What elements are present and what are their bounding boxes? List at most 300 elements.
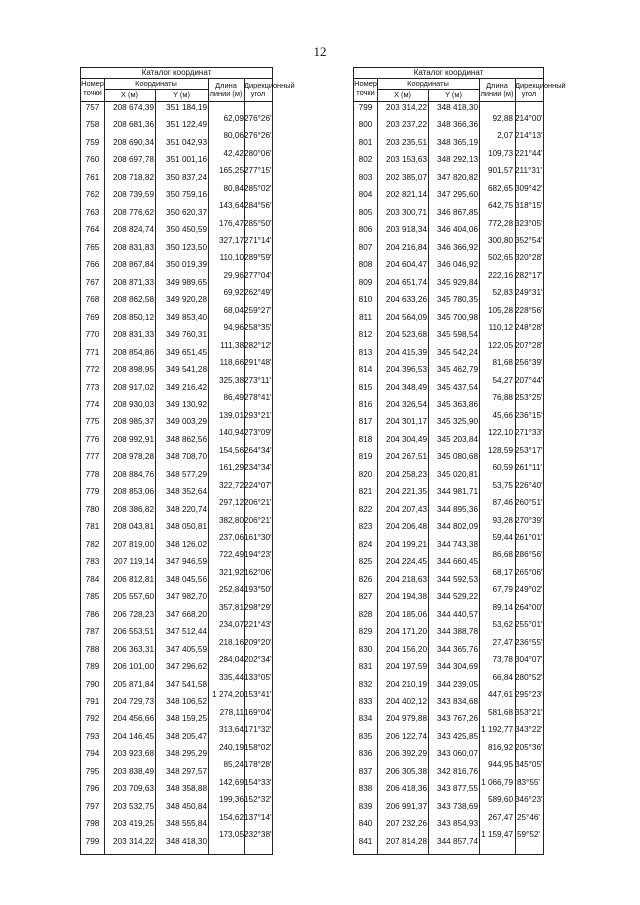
- coord-y: 348 050,81: [166, 522, 207, 532]
- coord-y: 345 542,24: [437, 347, 478, 357]
- coord-y: 350 123,50: [166, 242, 207, 252]
- direction-angle: 295°23': [515, 690, 543, 700]
- catalog-header: [81, 79, 295, 102]
- line-length: 642,75: [487, 201, 513, 211]
- line-length: 165,25: [218, 166, 244, 176]
- point-number: 777: [85, 452, 100, 462]
- line-length: 237,06: [218, 533, 244, 542]
- point-number: 839: [358, 801, 373, 811]
- direction-angle: 271°14': [244, 236, 272, 246]
- line-length: 122,05: [487, 340, 513, 350]
- line-length: 53,62: [492, 620, 513, 630]
- line-length: 447,61: [487, 690, 513, 700]
- coord-y: 346 404,06: [437, 225, 478, 235]
- coord-x: 208 930,03: [113, 399, 154, 409]
- direction-angle: 282°12': [244, 340, 272, 350]
- line-length: 199,36: [218, 795, 244, 805]
- point-number: 818: [358, 434, 373, 444]
- direction-angle: 207°44': [515, 375, 543, 385]
- line-length: 313,64: [218, 725, 244, 735]
- point-number: 801: [358, 137, 373, 147]
- header-coordinates: Координаты: [135, 79, 177, 88]
- point-number: 764: [85, 225, 100, 235]
- direction-angle: 211°31': [515, 166, 542, 176]
- line-length: 1 192,77: [481, 725, 513, 735]
- coord-y: 343 738,69: [437, 801, 478, 811]
- direction-angle: 261°11': [515, 463, 542, 473]
- point-number: 759: [85, 137, 100, 147]
- line-length: 29,96: [223, 270, 244, 280]
- header-x: X (м): [121, 90, 138, 99]
- coord-y: 345 080,68: [437, 452, 478, 462]
- coord-x: 203 419,25: [113, 819, 154, 829]
- coord-x: 208 985,37: [113, 417, 154, 427]
- coord-x: 204 210,19: [386, 679, 427, 689]
- point-number: 766: [85, 260, 100, 270]
- line-length: 322,72: [218, 480, 244, 490]
- point-number: 841: [358, 836, 373, 846]
- coord-x: 204 523,68: [386, 330, 427, 340]
- point-number: 789: [85, 662, 100, 672]
- line-length: 140,94: [218, 428, 244, 438]
- line-length: 62,09: [223, 113, 244, 123]
- line-length: 68,17: [492, 567, 513, 577]
- line-length: 143,64: [218, 201, 244, 211]
- coord-x: 204 402,12: [386, 696, 427, 706]
- line-length: 722,49: [218, 550, 244, 560]
- direction-angle: 285°50': [244, 218, 272, 228]
- coord-y: 345 020,81: [437, 469, 478, 479]
- direction-angle: 258°35': [244, 323, 272, 333]
- coord-x: 204 156,20: [386, 644, 427, 654]
- coord-x: 204 197,59: [386, 662, 427, 672]
- point-number: 779: [85, 487, 100, 497]
- coord-x: 204 604,47: [386, 260, 427, 270]
- coord-x: 208 867,84: [113, 260, 154, 270]
- point-number: 774: [85, 399, 100, 409]
- catalog-header: [354, 79, 566, 102]
- direction-angle: 205°36': [515, 742, 543, 752]
- direction-angle: 265°06': [515, 567, 543, 577]
- line-length: 502,65: [487, 253, 513, 263]
- direction-angle: 346°23': [515, 795, 543, 805]
- point-number: 840: [358, 819, 373, 829]
- coord-y: 344 304,69: [437, 662, 478, 672]
- direction-angle: 253°17': [515, 445, 543, 455]
- point-number: 812: [358, 330, 373, 340]
- coord-x: 207 819,00: [113, 539, 154, 549]
- line-length: 682,65: [487, 183, 513, 193]
- line-length: 68,04: [223, 305, 244, 315]
- coord-x: 202 821,14: [386, 190, 427, 200]
- coord-x: 203 532,75: [113, 801, 154, 811]
- point-number: 828: [358, 609, 373, 619]
- direction-angle: 161°30': [244, 533, 272, 542]
- coord-y: 343 877,55: [437, 784, 478, 794]
- direction-angle: 169°04': [244, 707, 272, 717]
- coord-x: 206 392,29: [386, 749, 427, 759]
- direction-angle: 232°38': [244, 830, 272, 839]
- point-number: 775: [85, 417, 100, 427]
- direction-angle: 255°01': [515, 620, 543, 630]
- point-number: 785: [85, 592, 100, 602]
- coord-x: 208 831,33: [113, 330, 154, 340]
- line-length: 325,38: [218, 375, 244, 385]
- coord-x: 204 221,35: [386, 487, 427, 497]
- point-number: 805: [358, 207, 373, 217]
- coord-x: 208 831,83: [113, 242, 154, 252]
- coord-y: 345 598,54: [437, 330, 478, 340]
- direction-angle: 206°21': [244, 515, 272, 525]
- line-length: 161,29: [218, 463, 244, 473]
- coord-y: 349 853,40: [166, 312, 207, 322]
- coord-x: 204 267,51: [386, 452, 427, 462]
- line-length: 93,28: [492, 515, 513, 525]
- line-length: 89,14: [492, 602, 513, 612]
- coord-y: 349 541,28: [166, 365, 207, 375]
- direction-angle: 207°28': [515, 340, 543, 350]
- direction-angle: 276°26': [244, 113, 272, 123]
- line-length: 240,19: [218, 742, 244, 752]
- coord-x: 208 917,02: [113, 382, 154, 392]
- line-length: 110,12: [488, 323, 513, 333]
- coord-x: 208 043,81: [113, 522, 154, 532]
- line-length: 816,92: [487, 742, 513, 752]
- header-y: Y (м): [173, 90, 190, 99]
- line-length: 111,38: [220, 340, 244, 350]
- line-length: 66,84: [492, 672, 513, 682]
- line-length: 69,92: [223, 288, 244, 298]
- point-number: 778: [85, 469, 100, 479]
- line-length: 142,69: [218, 777, 244, 787]
- coord-x: 208 697,78: [113, 155, 154, 165]
- coord-y: 349 989,65: [166, 277, 207, 287]
- coord-y: 349 003,29: [166, 417, 207, 427]
- coord-x: 204 206,48: [386, 522, 427, 532]
- point-number: 806: [358, 225, 373, 235]
- direction-angle: 224°07': [244, 480, 272, 490]
- line-length: 86,68: [492, 550, 513, 560]
- line-length: 772,28: [487, 218, 513, 228]
- line-length: 581,68: [487, 707, 513, 717]
- coord-x: 208 884,76: [113, 469, 154, 479]
- line-length: 45,66: [492, 410, 513, 420]
- point-number: 821: [358, 487, 373, 497]
- line-length: 327,17: [218, 236, 244, 246]
- coord-y: 344 365,76: [437, 644, 478, 654]
- line-length: 267,47: [487, 812, 513, 822]
- point-number: 782: [85, 539, 100, 549]
- point-number: 783: [85, 557, 100, 567]
- coord-y: 345 700,98: [437, 312, 478, 322]
- coord-y: 346 046,92: [437, 260, 478, 270]
- line-length: 94,96: [223, 323, 244, 333]
- direction-angle: 345°05': [515, 760, 543, 770]
- coord-y: 343 425,85: [437, 731, 478, 741]
- direction-angle: 285°02': [244, 183, 272, 193]
- line-length: 278,11: [219, 707, 244, 717]
- point-number: 790: [85, 679, 100, 689]
- coord-y: 348 862,56: [166, 434, 207, 444]
- point-number: 817: [358, 417, 373, 427]
- coord-y: 348 358,88: [166, 784, 207, 794]
- coord-y: 348 352,64: [166, 487, 207, 497]
- coord-x: 208 854,86: [113, 347, 154, 357]
- line-length: 357,81: [218, 602, 244, 612]
- coord-x: 208 978,28: [113, 452, 154, 462]
- point-number: 784: [85, 574, 100, 584]
- direction-angle: 289°59': [244, 253, 272, 263]
- coord-y: 351 122,49: [166, 120, 207, 130]
- point-number: 768: [85, 295, 100, 305]
- coord-x: 207 119,14: [113, 557, 154, 567]
- coord-y: 348 220,74: [166, 504, 207, 514]
- point-number: 804: [358, 190, 373, 200]
- coord-x: 204 301,17: [386, 417, 427, 427]
- point-number: 833: [358, 696, 373, 706]
- line-length: 335,44: [218, 672, 244, 682]
- coord-y: 348 126,02: [166, 539, 207, 549]
- direction-angle: 226°40': [515, 480, 543, 490]
- line-length: 52,83: [492, 288, 513, 298]
- line-length: 73,78: [492, 655, 513, 665]
- point-number: 802: [358, 155, 373, 165]
- line-length: 234,07: [218, 620, 244, 630]
- direction-angle: 262°49': [244, 288, 272, 298]
- coord-x: 206 418,36: [386, 784, 427, 794]
- direction-angle: 277°04': [244, 270, 272, 280]
- direction-angle: 304°07': [515, 655, 543, 665]
- coord-x: 203 153,63: [386, 155, 427, 165]
- line-length: 118,66: [219, 358, 244, 368]
- point-number: 799: [85, 836, 100, 846]
- coord-y: 348 045,56: [166, 574, 207, 584]
- header-length: Длина линии (м): [480, 81, 514, 99]
- coord-x: 204 979,88: [386, 714, 427, 724]
- coord-y: 350 450,59: [166, 225, 207, 235]
- direction-angle: 323°05': [515, 218, 543, 228]
- coord-y: 344 660,45: [437, 557, 478, 567]
- coord-x: 208 674,39: [113, 103, 154, 112]
- catalog-title: Каталог координат: [81, 68, 272, 79]
- line-length: 222,16: [487, 270, 513, 280]
- point-number: 780: [85, 504, 100, 514]
- direction-angle: 214°00': [515, 113, 543, 123]
- coord-y: 344 981,71: [437, 487, 478, 497]
- coord-y: 348 450,84: [166, 801, 207, 811]
- direction-angle: 318°15': [515, 201, 543, 211]
- coord-y: 342 816,76: [437, 766, 478, 776]
- coord-x: 203 918,34: [386, 225, 427, 235]
- point-number: 758: [85, 120, 100, 130]
- point-number: 809: [358, 277, 373, 287]
- direction-angle: 320°28': [515, 253, 543, 263]
- direction-angle: 59°52': [516, 830, 540, 839]
- coord-y: 347 541,58: [166, 679, 207, 689]
- point-number: 838: [358, 784, 373, 794]
- direction-angle: 221°43': [244, 620, 272, 630]
- line-length: 1 159,47: [481, 830, 513, 839]
- direction-angle: 277°15': [244, 166, 272, 176]
- point-number: 811: [358, 312, 373, 322]
- direction-angle: 171°32': [244, 725, 272, 735]
- coord-x: 208 992,91: [113, 434, 154, 444]
- line-length: 2,07: [497, 131, 513, 141]
- catalog-body: [354, 102, 543, 854]
- catalog-title: Каталог координат: [354, 68, 543, 79]
- coord-x: 203 300,71: [386, 207, 427, 217]
- point-number: 769: [85, 312, 100, 322]
- point-number: 771: [85, 347, 100, 357]
- coord-x: 206 991,37: [386, 801, 427, 811]
- header-point-number: Номер точки: [81, 79, 104, 98]
- coord-x: 204 633,26: [386, 295, 427, 305]
- coord-x: 204 146,45: [113, 731, 154, 741]
- coordinate-catalog-right: [353, 67, 566, 855]
- coord-x: 206 728,23: [113, 609, 154, 619]
- direction-angle: 158°02': [244, 742, 272, 752]
- direction-angle: 280°52': [515, 672, 543, 682]
- coord-x: 203 838,49: [113, 766, 154, 776]
- coord-x: 204 651,74: [386, 277, 427, 287]
- direction-angle: 249°02': [515, 585, 543, 595]
- coord-x: 204 216,84: [386, 242, 427, 252]
- coord-x: 204 185,06: [386, 609, 427, 619]
- coord-x: 208 386,82: [113, 504, 154, 514]
- coord-x: 203 923,68: [113, 749, 154, 759]
- point-number: 773: [85, 382, 100, 392]
- direction-angle: 178°28': [244, 760, 272, 770]
- direction-angle: 133°05': [244, 672, 272, 682]
- line-length: 154,62: [218, 812, 244, 822]
- direction-angle: 264°34': [244, 445, 272, 455]
- coord-y: 349 130,92: [166, 399, 207, 409]
- coord-x: 204 326,54: [386, 399, 427, 409]
- coordinate-catalog-left: [80, 67, 295, 855]
- coord-y: 348 418,30: [166, 836, 207, 846]
- coord-x: 204 199,21: [386, 539, 427, 549]
- coord-x: 204 348,49: [386, 382, 427, 392]
- coord-x: 204 218,63: [386, 574, 427, 584]
- point-number: 836: [358, 749, 373, 759]
- direction-angle: 194°23': [244, 550, 272, 560]
- direction-angle: 270°39': [515, 515, 543, 525]
- point-number: 822: [358, 504, 373, 514]
- point-number: 787: [85, 627, 100, 637]
- line-length: 86,49: [223, 393, 244, 403]
- direction-angle: 154°33': [244, 777, 272, 787]
- coord-y: 343 834,68: [437, 696, 478, 706]
- line-length: 122,10: [487, 428, 513, 438]
- point-number: 794: [85, 749, 100, 759]
- direction-angle: 83°55': [516, 777, 540, 787]
- coord-y: 348 297,57: [166, 766, 207, 776]
- line-length: 81,68: [492, 358, 513, 368]
- coord-y: 350 837,24: [166, 172, 207, 182]
- coord-x: 203 314,22: [386, 103, 427, 112]
- header-x: X (м): [394, 90, 411, 99]
- coord-y: 351 184,19: [166, 103, 207, 112]
- coord-y: 343 060,07: [437, 749, 478, 759]
- coord-y: 348 708,70: [166, 452, 207, 462]
- coord-x: 203 314,22: [113, 836, 154, 846]
- coord-y: 344 592,53: [437, 574, 478, 584]
- direction-angle: 253°25': [515, 393, 543, 403]
- direction-angle: 234°34': [244, 463, 272, 473]
- coord-y: 347 512,44: [166, 627, 207, 637]
- point-number: 762: [85, 190, 100, 200]
- point-number: 827: [358, 592, 373, 602]
- point-number: 776: [85, 434, 100, 444]
- line-length: 300,80: [487, 236, 513, 246]
- coord-x: 208 690,34: [113, 137, 154, 147]
- direction-angle: 293°21': [244, 410, 272, 420]
- line-length: 944,95: [487, 760, 513, 770]
- coord-x: 208 850,12: [113, 312, 154, 322]
- coord-y: 345 929,84: [437, 277, 478, 287]
- coord-y: 350 759,16: [166, 190, 207, 200]
- point-number: 834: [358, 714, 373, 724]
- coord-y: 348 366,36: [437, 120, 478, 130]
- point-number: 807: [358, 242, 373, 252]
- line-length: 284,04: [218, 655, 244, 665]
- point-number: 791: [85, 696, 100, 706]
- coord-y: 348 295,29: [166, 749, 207, 759]
- coord-y: 345 437,54: [437, 382, 478, 392]
- coord-y: 348 418,30: [437, 103, 478, 112]
- coord-y: 348 555,84: [166, 819, 207, 829]
- coord-y: 349 920,28: [166, 295, 207, 305]
- point-number: 825: [358, 557, 373, 567]
- point-number: 819: [358, 452, 373, 462]
- line-length: 589,60: [487, 795, 513, 805]
- line-length: 59,44: [492, 533, 513, 542]
- coord-y: 347 946,59: [166, 557, 207, 567]
- catalog-body: [81, 102, 272, 854]
- direction-angle: 153°41': [244, 690, 272, 700]
- point-number: 835: [358, 731, 373, 741]
- coord-y: 345 462,79: [437, 365, 478, 375]
- line-length: 92,88: [492, 113, 513, 123]
- direction-angle: 209°20': [244, 637, 272, 647]
- point-number: 763: [85, 207, 100, 217]
- line-length: 85,24: [223, 760, 244, 770]
- coord-x: 208 824,74: [113, 225, 154, 235]
- direction-angle: 309°42': [515, 183, 543, 193]
- direction-angle: 273°11': [244, 375, 271, 385]
- coord-x: 208 718,82: [113, 172, 154, 182]
- coord-y: 344 857,74: [437, 836, 478, 846]
- point-number: 837: [358, 766, 373, 776]
- point-number: 829: [358, 627, 373, 637]
- line-length: 176,47: [218, 218, 244, 228]
- direction-angle: 298°29': [244, 602, 272, 612]
- coord-x: 205 557,60: [113, 592, 154, 602]
- point-number: 831: [358, 662, 373, 672]
- point-number: 803: [358, 172, 373, 182]
- point-number: 772: [85, 365, 100, 375]
- point-number: 798: [85, 819, 100, 829]
- line-length: 901,57: [487, 166, 513, 176]
- coord-x: 204 729,73: [113, 696, 154, 706]
- point-number: 796: [85, 784, 100, 794]
- direction-angle: 25°46': [516, 812, 540, 822]
- coord-y: 344 529,22: [437, 592, 478, 602]
- coord-x: 206 812,81: [113, 574, 154, 584]
- coord-x: 204 224,45: [386, 557, 427, 567]
- coord-x: 208 739,59: [113, 190, 154, 200]
- point-number: 761: [85, 172, 100, 182]
